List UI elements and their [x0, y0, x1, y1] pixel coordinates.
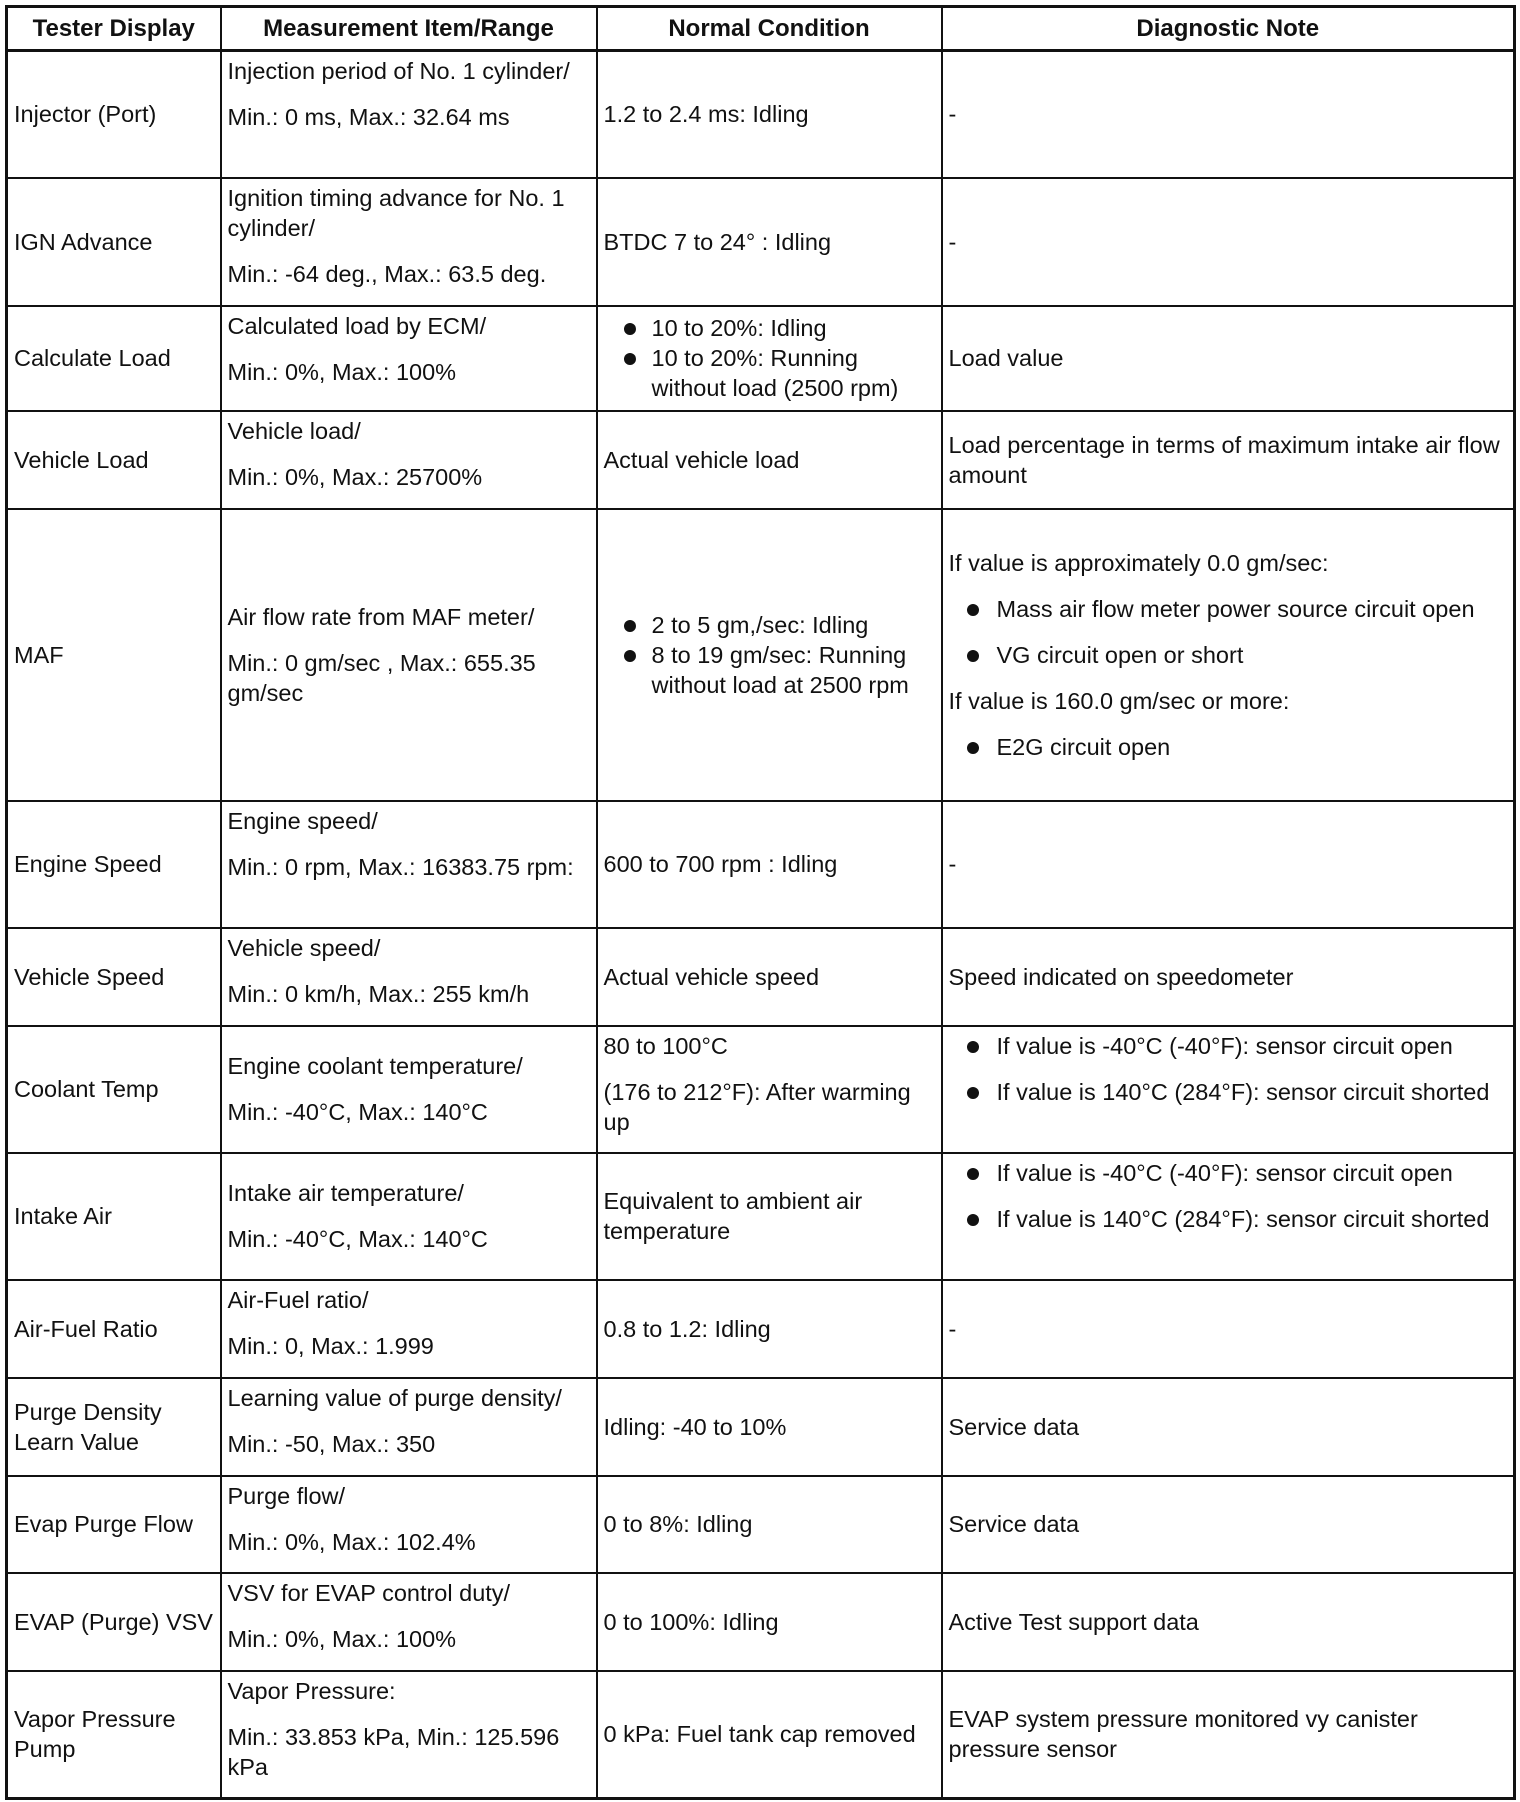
table-row	[7, 1573, 1515, 1671]
table-row	[7, 1153, 1515, 1280]
diagnostic-note-cell: EVAP system pressure monitored vy canister pressure sensor	[942, 1671, 1515, 1799]
table-row	[7, 1476, 1515, 1573]
measurement-item-cell	[221, 801, 597, 928]
bullet-item: 2 to 5 gm,/sec: Idling	[604, 610, 935, 640]
note-intro: If value is 160.0 gm/sec or more:	[948, 687, 1290, 714]
item-label: Vehicle speed/	[227, 934, 381, 961]
bullet-item: E2G circuit open	[949, 732, 1508, 762]
diagnostic-note-cell: Active Test support data	[942, 1573, 1515, 1671]
header-normal-condition: Normal Condition	[597, 7, 942, 51]
table-row	[7, 51, 1515, 178]
item-range: Min.: -50, Max.: 350	[227, 1430, 436, 1457]
item-range: Min.: 0%, Max.: 100%	[227, 1625, 457, 1652]
tester-display-cell: Injector (Port)	[7, 51, 221, 178]
tester-display-cell: Purge Density Learn Value	[7, 1378, 221, 1476]
normal-condition-cell: Actual vehicle load	[597, 411, 942, 509]
bullet-item: If value is 140°C (284°F): sensor circuit shorted	[949, 1077, 1508, 1107]
item-label: Air flow rate from MAF meter/	[227, 603, 535, 630]
normal-condition-cell: 600 to 700 rpm : Idling	[597, 801, 942, 928]
normal-condition-cell: Idling: -40 to 10%	[597, 1378, 942, 1476]
table-row	[7, 1026, 1515, 1153]
data-list-table-container	[5, 5, 1516, 1800]
normal-condition-cell	[597, 1026, 942, 1153]
item-range: Min.: -40°C, Max.: 140°C	[227, 1226, 488, 1252]
header-measurement-item: Measurement Item/Range	[221, 7, 597, 51]
item-range: Min.: 0 gm/sec , Max.: 655.35 gm/sec	[227, 649, 536, 706]
item-label: Intake air temperature/	[227, 1180, 464, 1206]
measurement-item-cell	[221, 1378, 597, 1476]
diagnostic-note-cell: -	[942, 1280, 1515, 1378]
diagnostic-note-cell	[942, 1026, 1515, 1153]
table-row	[7, 1280, 1515, 1378]
normal-condition-cell: 0 to 8%: Idling	[597, 1476, 942, 1573]
item-label: Engine speed/	[227, 807, 378, 834]
item-range: Min.: -40°C, Max.: 140°C	[227, 1099, 488, 1125]
item-range: Min.: 0%, Max.: 102.4%	[227, 1528, 476, 1555]
measurement-item-cell	[221, 51, 597, 178]
table-row	[7, 306, 1515, 411]
diagnostic-note-cell: Load percentage in terms of maximum intake air flow amount	[942, 411, 1515, 509]
item-label: Ignition timing advance for No. 1 cylinder/	[227, 184, 565, 241]
diagnostic-note-cell	[942, 1153, 1515, 1280]
bullet-item: 8 to 19 gm/sec: Running without load at 2500 rpm	[604, 640, 935, 700]
bullet-item: If value is 140°C (284°F): sensor circuit shorted	[949, 1204, 1508, 1234]
item-label: Vehicle load/	[227, 417, 361, 444]
diagnostic-note-cell	[942, 509, 1515, 801]
normal-condition-cell: 0 kPa: Fuel tank cap removed	[597, 1671, 942, 1799]
bullet-item: 10 to 20%: Running without load (2500 rpm)	[604, 343, 935, 403]
tester-display-cell: Calculate Load	[7, 306, 221, 411]
table-row	[7, 1671, 1515, 1799]
bullet-item: 10 to 20%: Idling	[604, 313, 935, 343]
item-range: Min.: 0 km/h, Max.: 255 km/h	[227, 980, 530, 1007]
item-label: VSV for EVAP control duty/	[227, 1579, 511, 1606]
tester-display-cell: Intake Air	[7, 1153, 221, 1280]
measurement-item-cell	[221, 1280, 597, 1378]
tester-display-cell: IGN Advance	[7, 178, 221, 306]
table-row	[7, 178, 1515, 306]
diagnostic-note-cell: Speed indicated on speedometer	[942, 928, 1515, 1026]
diagnostic-note-cell: Load value	[942, 306, 1515, 411]
measurement-item-cell	[221, 178, 597, 306]
measurement-item-cell	[221, 306, 597, 411]
diagnostic-note-cell: -	[942, 801, 1515, 928]
bullet-item: Mass air flow meter power source circuit open	[949, 594, 1508, 624]
measurement-item-cell	[221, 1026, 597, 1153]
data-list-table	[5, 5, 1516, 1800]
measurement-item-cell	[221, 1153, 597, 1280]
table-row	[7, 801, 1515, 928]
item-label: Air-Fuel ratio/	[227, 1286, 369, 1313]
bullet-item: VG circuit open or short	[949, 640, 1508, 670]
diagnostic-note-cell: Service data	[942, 1378, 1515, 1476]
table-row	[7, 509, 1515, 801]
tester-display-cell: Evap Purge Flow	[7, 1476, 221, 1573]
item-range: Min.: 0 ms, Max.: 32.64 ms	[227, 104, 510, 130]
normal-condition-cell: BTDC 7 to 24° : Idling	[597, 178, 942, 306]
item-label: Injection period of No. 1 cylinder/	[227, 58, 570, 84]
normal-condition-cell: Actual vehicle speed	[597, 928, 942, 1026]
tester-display-cell: EVAP (Purge) VSV	[7, 1573, 221, 1671]
normal-condition-cell: 0.8 to 1.2: Idling	[597, 1280, 942, 1378]
item-range: Min.: 0 rpm, Max.: 16383.75 rpm:	[227, 853, 574, 880]
tester-display-cell: Vehicle Load	[7, 411, 221, 509]
table-row	[7, 928, 1515, 1026]
normal-condition-cell: Equivalent to ambient air temperature	[597, 1153, 942, 1280]
tester-display-cell: Engine Speed	[7, 801, 221, 928]
tester-display-cell: Vapor Pressure Pump	[7, 1671, 221, 1799]
normal-condition-cell: 1.2 to 2.4 ms: Idling	[597, 51, 942, 178]
item-label: Learning value of purge density/	[227, 1384, 562, 1411]
measurement-item-cell	[221, 411, 597, 509]
note-intro: If value is approximately 0.0 gm/sec:	[948, 549, 1329, 576]
normal-condition-cell: 0 to 100%: Idling	[597, 1573, 942, 1671]
measurement-item-cell	[221, 509, 597, 801]
measurement-item-cell	[221, 928, 597, 1026]
table-row	[7, 1378, 1515, 1476]
item-label: Vapor Pressure:	[227, 1677, 396, 1704]
diagnostic-note-cell: Service data	[942, 1476, 1515, 1573]
item-range: Min.: 0%, Max.: 25700%	[227, 463, 483, 490]
item-range: Min.: 33.853 kPa, Min.: 125.596 kPa	[227, 1723, 560, 1780]
item-label: Calculated load by ECM/	[227, 312, 487, 339]
item-range: Min.: 0, Max.: 1.999	[227, 1332, 434, 1359]
tester-display-cell: Vehicle Speed	[7, 928, 221, 1026]
table-row	[7, 411, 1515, 509]
item-label: Engine coolant temperature/	[227, 1053, 523, 1079]
normal-line: (176 to 212°F): After warming up	[603, 1078, 911, 1135]
bullet-item: If value is -40°C (-40°F): sensor circuit open	[949, 1031, 1508, 1061]
bullet-item: If value is -40°C (-40°F): sensor circuit open	[949, 1158, 1508, 1188]
item-range: Min.: -64 deg., Max.: 63.5 deg.	[227, 260, 547, 287]
tester-display-cell: MAF	[7, 509, 221, 801]
normal-line: 80 to 100°C	[603, 1032, 728, 1059]
measurement-item-cell	[221, 1671, 597, 1799]
normal-condition-cell	[597, 306, 942, 411]
normal-condition-cell	[597, 509, 942, 801]
item-range: Min.: 0%, Max.: 100%	[227, 358, 457, 385]
header-diagnostic-note: Diagnostic Note	[942, 7, 1515, 51]
diagnostic-note-cell: -	[942, 51, 1515, 178]
header-row	[7, 7, 1515, 51]
measurement-item-cell	[221, 1573, 597, 1671]
tester-display-cell: Coolant Temp	[7, 1026, 221, 1153]
header-tester-display: Tester Display	[7, 7, 221, 51]
diagnostic-note-cell: -	[942, 178, 1515, 306]
measurement-item-cell	[221, 1476, 597, 1573]
item-label: Purge flow/	[227, 1482, 346, 1509]
tester-display-cell: Air-Fuel Ratio	[7, 1280, 221, 1378]
